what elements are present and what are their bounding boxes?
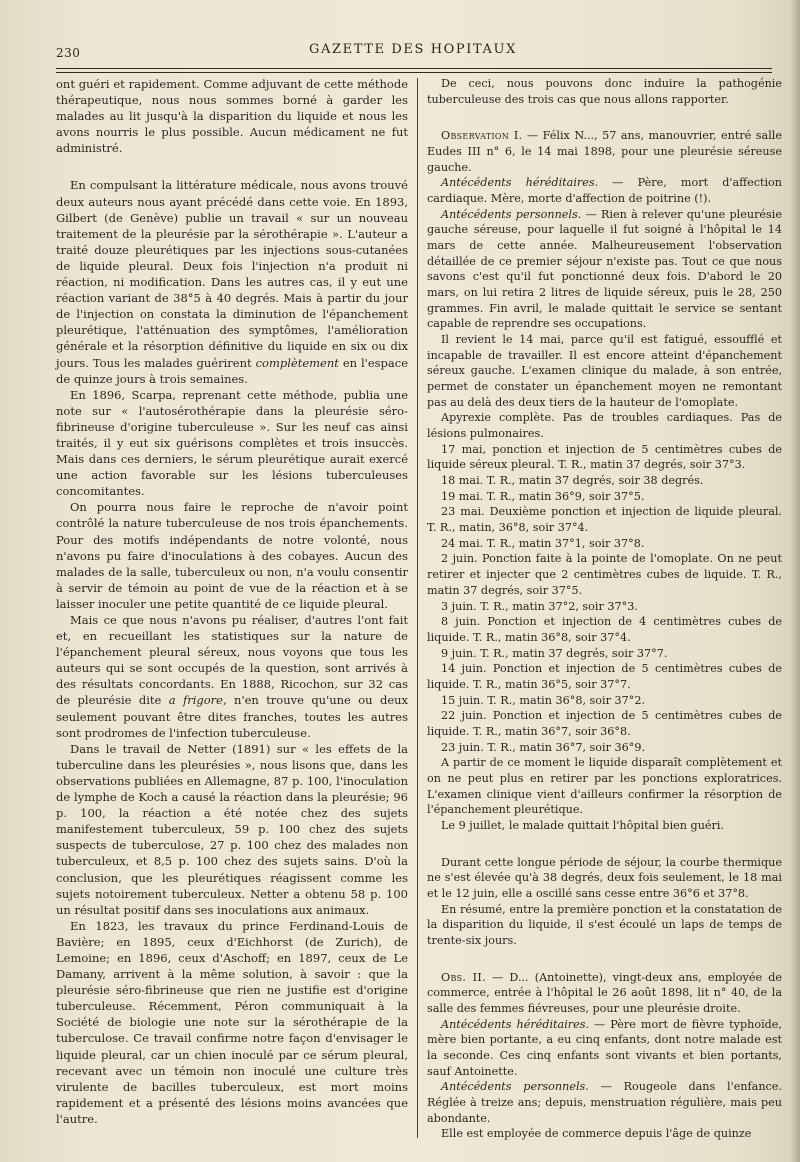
paragraph: ont guéri et rapidement. Comme adjuvant de cette méthode thérapeutique, nous nous sommes borné à garder les malades au lit jusqu'à la disparition du liquide et nous les avons nourris le plus possible. Aucun médicament ne fut administré. — [56, 77, 408, 156]
paragraph — [427, 207, 782, 332]
italic-label: Antécédents personnels. — [441, 207, 582, 221]
right-column — [427, 76, 782, 1142]
column-separator — [417, 78, 418, 1138]
text-run: — Rougeole dans l'enfance. Réglée à treize ans; depuis, menstruation régulière, mais peu abondante. — [427, 1080, 782, 1125]
paragraph: 18 mai. T. R., matin 37 degrés, soir 38 degrés. — [441, 474, 704, 488]
italic-text: a frigore — [168, 693, 223, 708]
paragraph: 3 juin. T. R., matin 37°2, soir 37°3. — [441, 599, 638, 613]
text-run: — Père mort de fièvre typhoïde, mère bien portante, a eu cinq enfants, dont notre malade est la seconde. Ces cinq enfants sont vivants et bien portants, sauf Antoinette. — [427, 1017, 782, 1078]
paragraph — [427, 175, 782, 206]
page-header — [56, 38, 770, 64]
paragraph: 22 juin. Ponction et injection de 5 centimètres cubes de liquide. T. R., matin 36°7, soir 36°8. — [427, 709, 782, 738]
italic-label: Antécédents personnels. — [441, 1080, 589, 1094]
text-run: — Félix N..., 57 ans, manouvrier, entré salle Eudes III n° 6, le 14 mai 1898, pour une pleurésie séreuse gauche. — [427, 129, 782, 174]
paragraph: En 1896, Scarpa, reprenant cette méthode, publia une note sur « l'autosérothérapie dans la pleurésie séro-fibrineuse d'origine tuberculeuse ». Sur les neuf cas ainsi traités, il y eut six guérisons complètes et trois insuccès. Mais dans ces derniers, le sérum pleurétique aurait exercé une action favorable sur les lésions tuberculeuses concomitantes. — [56, 387, 408, 499]
paragraph — [427, 1079, 782, 1126]
paragraph: 23 mai. Deuxième ponction et injection de liquide pleural. T. R., matin, 36°8, soir 37°4. — [427, 505, 782, 535]
observation-label: Obs. II. — [441, 970, 486, 984]
paragraph: 17 mai, ponction et injection de 5 centimètres cubes de liquide séreux pleural. T. R., matin 37 degrés, soir 37°3. — [427, 442, 782, 472]
paragraph — [56, 177, 408, 386]
paragraph: 15 juin. T. R., matin 36°8, soir 37°2. — [441, 693, 646, 707]
paragraph: Apyrexie complète. Pas de troubles cardiaques. Pas de lésions pulmonaires. — [427, 411, 782, 441]
running-title: GAZETTE DES HOPITAUX — [309, 42, 517, 57]
page-edge-shadow — [790, 0, 800, 1162]
paragraph: Le 9 juillet, le malade quittait l'hôpital bien guéri. — [441, 818, 724, 832]
italic-label: Antécédents héréditaires. — [441, 176, 599, 190]
italic-text: complètement — [255, 355, 339, 370]
header-rule — [56, 68, 772, 69]
paragraph: En 1823, les travaux du prince Ferdinand-Louis de Bavière; en 1895, ceux d'Eichhorst (de Zurich), de Lemoine; en 1896, ceux d'Aschoff; en 1897, ceux de Le Damany, arrivent à la même solution, à savoir : que la pleurésie séro-fibrineuse que rien ne justifie est d'origine tuberculeuse. Récemment, Péron communiquait à la Société de biologie une note sur la sérothérapie de la tuberculose. Ce travail confirme notre façon d'envisager le liquide pleural, car un chien inoculé par ce sérum pleural, recevant avec un témoin non inoculé une culture très virulente de bacilles tuberculeux, est mort moins rapidement et a présenté des lésions moins avancées que l'autre. — [56, 918, 408, 1126]
paragraph: 8 juin. Ponction et injection de 4 centimètres cubes de liquide. T. R., matin 36°8, soir 37°4. — [427, 615, 782, 644]
paragraph: Dans le travail de Netter (1891) sur « les effets de la tuberculine dans les pleurésies », nous lisons que, dans les observations publiées en Allemagne, 87 p. 100, l'inoculation de lymphe de Koch a causé la réaction dans la pleurésie; 96 p. 100, la réaction a été notée chez des sujets manifestement tuberculeux, 59 p. 100 chez des sujets suspects de tuberculose, 27 p. 100 chez des malades non tuberculeux, et 8,5 p. 100 chez des sujets sains. D'où la conclusion, que les pleurétiques réagissent comme les sujets notoirement tuberculeux. Netter a obtenu 58 p. 100 un résultat positif dans ses inoculations aux animaux. — [56, 741, 408, 917]
paragraph: 19 mai. T. R., matin 36°9, soir 37°5. — [441, 489, 645, 503]
text-run: — Père, mort d'affection cardiaque. Mère, morte d'affection de poitrine (!). — [427, 176, 782, 206]
text-run: En compulsant la littérature médicale, nous avons trouvé deux auteurs nous ayant précédé dans cette voie. En 1893, Gilbert (de Genève) publie un travail « sur un nouveau traitement de la pleurésie par la sérothérapie ». L'auteur a traité douze pleurétiques par les injections sous-cutanées de liquide pleural. Deux fois l'injection n'a produit ni réaction, ni modification. Dans les autres cas, il y eut une réaction variant de 38°5 à 40 degrés. Mais à partir du jour de l'injection on constata la diminution de l'épanchement pleurétique, l'atténuation des symptômes, l'amélioration générale et la résorption définitive du liquide en six ou dix jours. Tous les malades guérirent — [56, 178, 408, 370]
paragraph: 14 juin. Ponction et injection de 5 centimètres cubes de liquide. T. R., matin 36°5, soir 37°7. — [427, 662, 782, 691]
paragraph: 9 juin. T. R., matin 37 degrés, soir 37°7. — [441, 646, 668, 660]
paragraph: Il revient le 14 mai, parce qu'il est fatigué, essoufflé et incapable de travailler. Il est encore atteint d'épanchement séreux gauche. L'examen clinique du malade, à son entrée, permet de constater un épanchement moyen ne remontant pas au delà des deux tiers de la hauteur de l'omoplate. — [427, 333, 782, 409]
paragraph: On pourra nous faire le reproche de n'avoir point contrôlé la nature tuberculeuse de nos trois épanchements. Pour des motifs indépendants de notre volonté, nous n'avons pu faire d'inoculations à des cobayes. Aucun des malades de la salle, tuberculeux ou non, n'a voulu consentir à servir de témoin au point de vue de la réaction et à se laisser inoculer une petite quantité de ce liquide pleural. — [56, 500, 408, 611]
observation-label: Observation I. — [441, 129, 523, 143]
paragraph — [427, 1017, 782, 1080]
text-run: — D... (Antoinette), vingt-deux ans, employée de commerce, entrée à l'hôpital le 26 août 1898, lit n° 40, de la salle des femmes fiévreuses, pour une pleurésie droite. — [427, 970, 782, 1015]
observation-2-heading — [427, 970, 782, 1017]
text-run: — Rien à relever qu'une pleurésie gauche séreuse, pour laquelle il fut soigné à l'hôpital le 14 mars de cette année. Malheureusement l'observation détaillée de ce premier séjour n'existe pas. Tout ce que nous savons c'est qu'il fut ponctionné deux fois. D'abord le 20 mars, on lui retira 2 litres de liquide séreux, puis le 28, 250 grammes. Fin avril, le malade quittait le service se sentant capable de reprendre ses occupations. — [427, 207, 782, 331]
text-run: Mais ce que nous n'avons pu réaliser, d'autres l'ont fait et, en recueillant les statistiques sur la nature de l'épanchement pleural séreux, nous voyons que tous les auteurs qui se sont occupés de la question, sont arrivés à des résultats concordants. En 1888, Ricochon, sur 32 cas de pleurésie dite — [56, 613, 408, 708]
paragraph: A partir de ce moment le liquide disparaît complètement et on ne peut plus en retirer par les ponctions exploratrices. L'examen clinique vient d'ailleurs confirmer la résorption de l'épanchement pleurétique. — [427, 756, 782, 817]
paragraph: De ceci, nous pouvons donc induire la pathogénie tuberculeuse des trois cas que nous allons rapporter. — [427, 77, 782, 106]
left-column — [56, 76, 408, 1127]
paragraph: Elle est employée de commerce depuis l'âge de quinze — [441, 1127, 752, 1141]
italic-label: Antécédents héréditaires. — [441, 1017, 590, 1031]
text-run: , n'en trouve qu'une ou deux seulement pouvant être dites franches, toutes les autres sont prodromes de l'infection tuberculeuse. — [56, 693, 409, 740]
page-number: 230 — [56, 46, 81, 60]
paragraph: Durant cette longue période de séjour, la courbe thermique ne s'est élevée qu'à 38 degrés, deux fois seulement, le 18 mai et le 12 juin, elle a oscillé sans cesse entre 36°6 et 37°8. — [427, 855, 782, 900]
paragraph — [56, 612, 408, 741]
paragraph: 24 mai. T. R., matin 37°1, soir 37°8. — [441, 536, 645, 550]
paragraph: En résumé, entre la première ponction et la constatation de la disparition du liquide, il s'est écoulé un laps de temps de trente-six jours. — [427, 902, 782, 947]
header-rule-thin — [56, 72, 772, 73]
observation-1-heading — [427, 128, 782, 175]
paragraph: 23 juin. T. R., matin 36°7, soir 36°9. — [441, 740, 646, 754]
paragraph: 2 juin. Ponction faite à la pointe de l'omoplate. On ne peut retirer et injecter que 2 centimètres cubes de liquide. T. R., matin 37 degrés, soir 37°5. — [427, 552, 782, 597]
text-run: en l'espace de quinze jours à trois semaines. — [56, 355, 409, 386]
